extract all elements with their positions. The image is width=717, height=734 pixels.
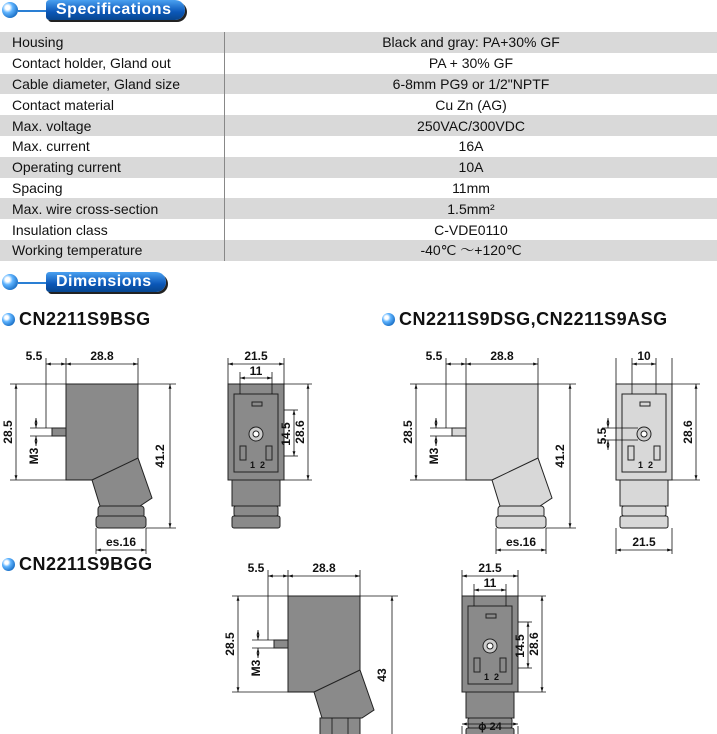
spec-value: -40℃ ～+120℃ xyxy=(225,240,717,261)
spec-key: Contact holder, Gland out xyxy=(0,53,225,74)
screw-pin xyxy=(52,428,66,436)
dim-label: 28.5 xyxy=(401,420,415,444)
dim-label: 14.5 xyxy=(279,422,293,446)
dim-label: 43 xyxy=(375,668,389,682)
pin-label: 1 xyxy=(484,672,490,682)
pin-label: 2 xyxy=(260,460,266,470)
specifications-title: Specifications xyxy=(46,0,185,20)
dim-label: 28.8 xyxy=(312,561,336,575)
spec-key: Spacing xyxy=(0,178,225,199)
spec-value: 6-8mm PG9 or 1/2"NPTF xyxy=(225,74,717,95)
front-neck xyxy=(620,480,668,506)
dim-label: 21.5 xyxy=(478,561,502,575)
dim-label: 41.2 xyxy=(153,444,167,468)
dimensions-title: Dimensions xyxy=(46,272,166,292)
pin-label: 1 xyxy=(250,460,256,470)
spec-value: 16A xyxy=(458,138,484,155)
dim-label: 21.5 xyxy=(632,535,656,549)
center-screw-inner xyxy=(487,643,493,649)
dim-label: M3 xyxy=(427,447,441,465)
dim-label: 28.8 xyxy=(90,349,114,363)
pin-label: 2 xyxy=(648,460,654,470)
dim-label: 41.2 xyxy=(553,444,567,468)
spec-value: Black and gray: PA+30% GF xyxy=(225,32,717,53)
dim-label: 21.5 xyxy=(244,349,268,363)
screw-pin xyxy=(452,428,466,436)
model-title-bsg: CN2211S9BSG xyxy=(2,309,151,330)
dim-label: 5.5 xyxy=(595,427,609,445)
model-title-dsg-asg: CN2211S9DSG,CN2211S9ASG xyxy=(382,309,668,330)
dim-label: 11 xyxy=(483,576,497,590)
dim-label: 28.5 xyxy=(1,420,15,444)
spec-value: C-VDE0110 xyxy=(434,221,508,238)
dim-label: 28.8 xyxy=(490,349,514,363)
dim-label: 5.5 xyxy=(247,561,265,575)
dim-label: 11 xyxy=(249,364,263,378)
front-nut xyxy=(620,516,668,528)
dim-label: 28.6 xyxy=(527,632,541,656)
spec-key: Max. voltage xyxy=(0,115,225,136)
conduit-fitting xyxy=(320,718,360,734)
dim-label: 10 xyxy=(637,349,651,363)
screw-pin xyxy=(274,640,288,648)
spec-key: Max. current xyxy=(0,136,225,157)
dim-label: 28.5 xyxy=(223,632,237,656)
dim-label: 14.5 xyxy=(513,634,527,658)
front-neck xyxy=(232,480,280,506)
center-screw-inner xyxy=(641,431,647,437)
spec-key: Max. wire cross-section xyxy=(0,198,225,219)
front-gland xyxy=(622,506,666,516)
dim-label: 5.5 xyxy=(425,349,443,363)
dim-label: ϕ 24 xyxy=(478,721,502,733)
gland-nut xyxy=(496,516,546,528)
spec-key: Contact material xyxy=(0,94,225,115)
front-nut xyxy=(232,516,280,528)
dim-label: 28.6 xyxy=(293,420,307,444)
spec-key: Insulation class xyxy=(0,219,225,240)
pin-label: 2 xyxy=(494,672,500,682)
dim-label: 28.6 xyxy=(681,420,695,444)
gland-nut xyxy=(96,516,146,528)
dim-label: M3 xyxy=(27,447,41,465)
dim-label: es.16 xyxy=(505,535,537,549)
spec-key: Housing xyxy=(0,32,225,53)
center-screw-inner xyxy=(253,431,259,437)
front-neck xyxy=(466,692,514,718)
spec-key: Operating current xyxy=(0,157,225,178)
spec-value: Cu Zn (AG) xyxy=(435,96,507,113)
model-title-bgg: CN2211S9BGG xyxy=(2,554,153,575)
dim-label: es.16 xyxy=(105,535,137,549)
spec-value: 10A xyxy=(225,157,717,178)
spec-value: PA + 30% GF xyxy=(428,55,514,72)
spec-key: Working temperature xyxy=(0,240,225,261)
front-gland xyxy=(234,506,278,516)
dim-label: M3 xyxy=(249,659,263,677)
spec-value: 1.5mm² xyxy=(225,198,717,219)
pin-label: 1 xyxy=(638,460,644,470)
spec-key: Cable diameter, Gland size xyxy=(0,74,225,95)
dim-label: 5.5 xyxy=(25,349,43,363)
spec-value: 250VAC/300VDC xyxy=(225,115,717,136)
spec-value: 11mm xyxy=(452,179,490,196)
